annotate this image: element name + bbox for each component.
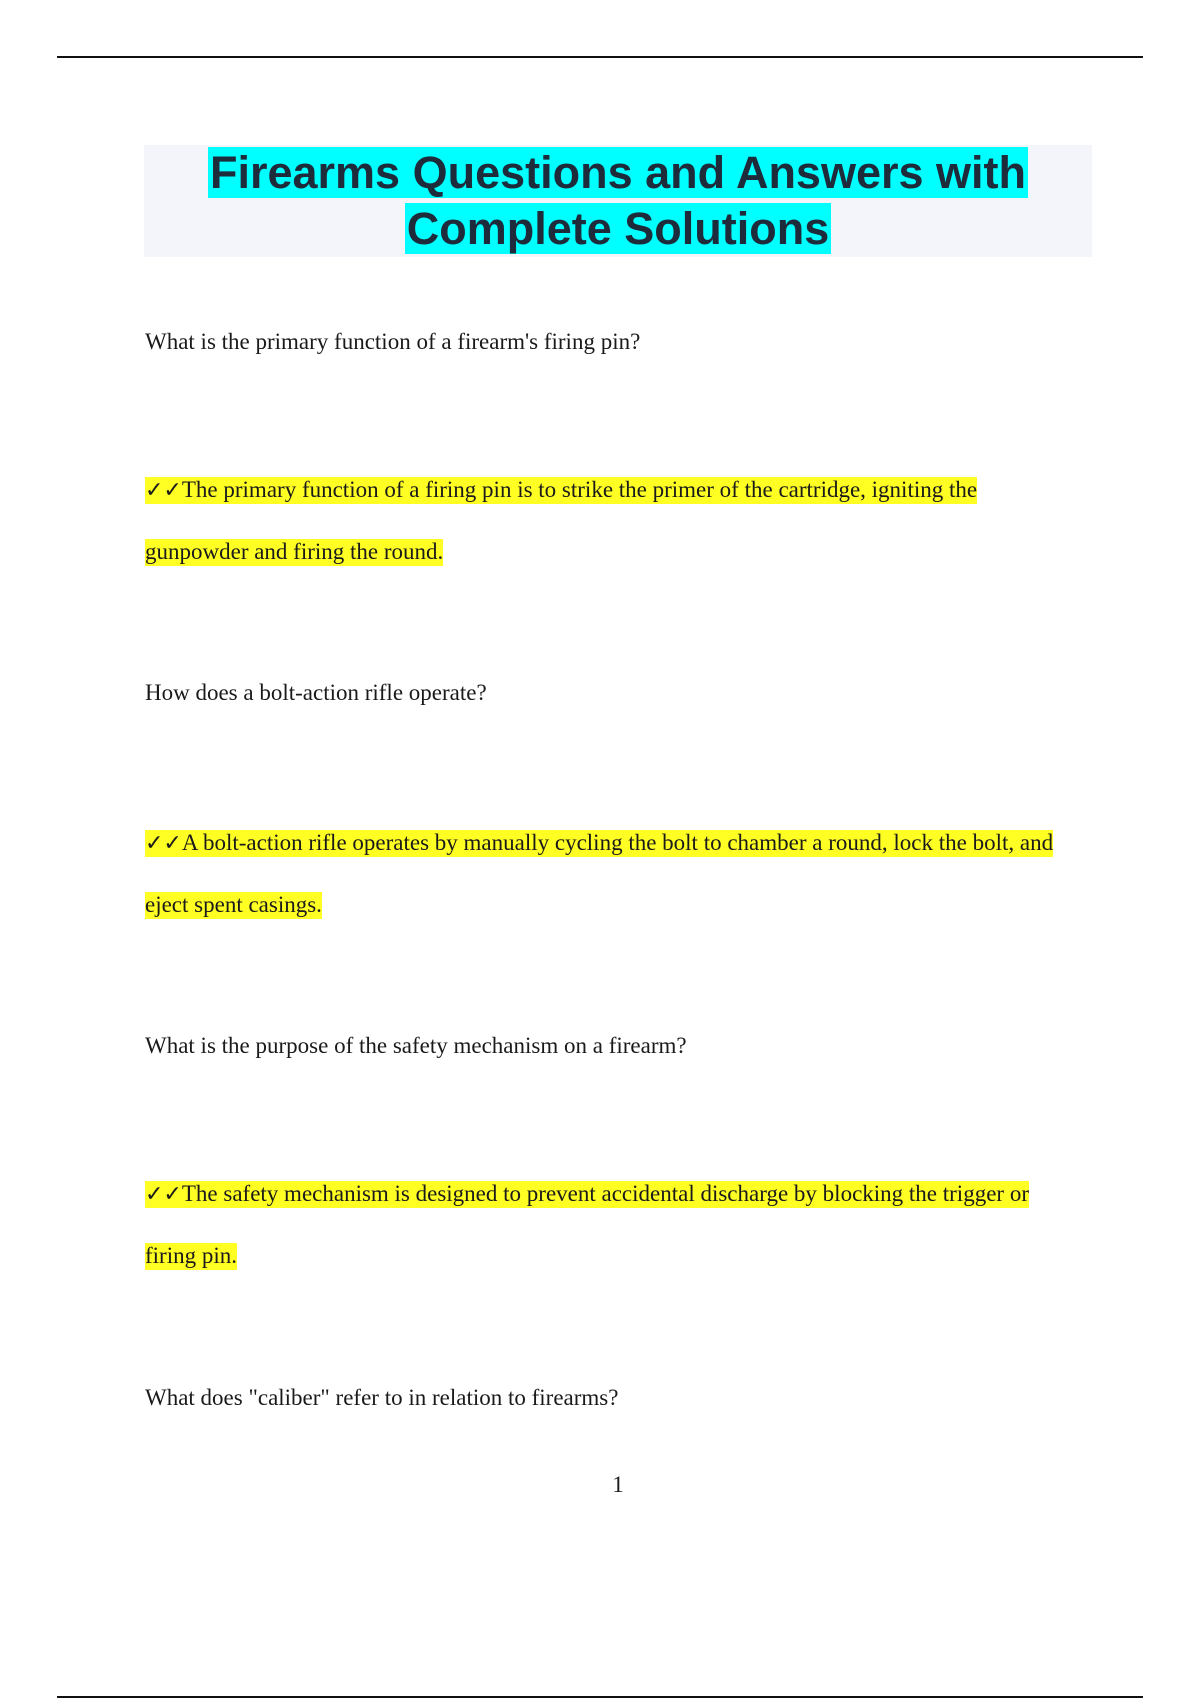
question-3: What is the purpose of the safety mechanism on a firearm? (145, 1033, 687, 1058)
answer-3-text: The safety mechanism is designed to prevent accidental discharge by blocking the trigger or firing pin. (145, 1181, 1029, 1268)
check-icon: ✓✓ (145, 831, 182, 856)
question-4: What does "caliber" refer to in relation to firearms? (145, 1385, 619, 1410)
question-1: What is the primary function of a firearm's firing pin? (145, 329, 641, 354)
answer-3 (145, 1163, 1085, 1286)
answer-3-highlight (145, 1181, 1029, 1270)
question-2: How does a bolt-action rifle operate? (145, 680, 487, 705)
answer-2-highlight (145, 830, 1053, 919)
answer-2 (145, 812, 1085, 935)
bottom-rule (57, 1696, 1143, 1698)
answer-2-text: A bolt-action rifle operates by manually cycling the bolt to chamber a round, lock the bolt, and eject spent casings. (145, 830, 1054, 917)
check-icon: ✓✓ (145, 478, 182, 503)
check-icon: ✓✓ (145, 1182, 182, 1207)
title-block (144, 145, 1092, 257)
page-number: 1 (612, 1472, 624, 1497)
answer-1-text: The primary function of a firing pin is to strike the primer of the cartridge, igniting the gunpowder and firing the round. (145, 477, 978, 564)
answer-1 (145, 459, 1085, 582)
page-title: Firearms Questions and Answers with Complete Solutions (209, 147, 1027, 254)
top-rule (57, 56, 1143, 58)
answer-1-highlight (145, 477, 977, 566)
